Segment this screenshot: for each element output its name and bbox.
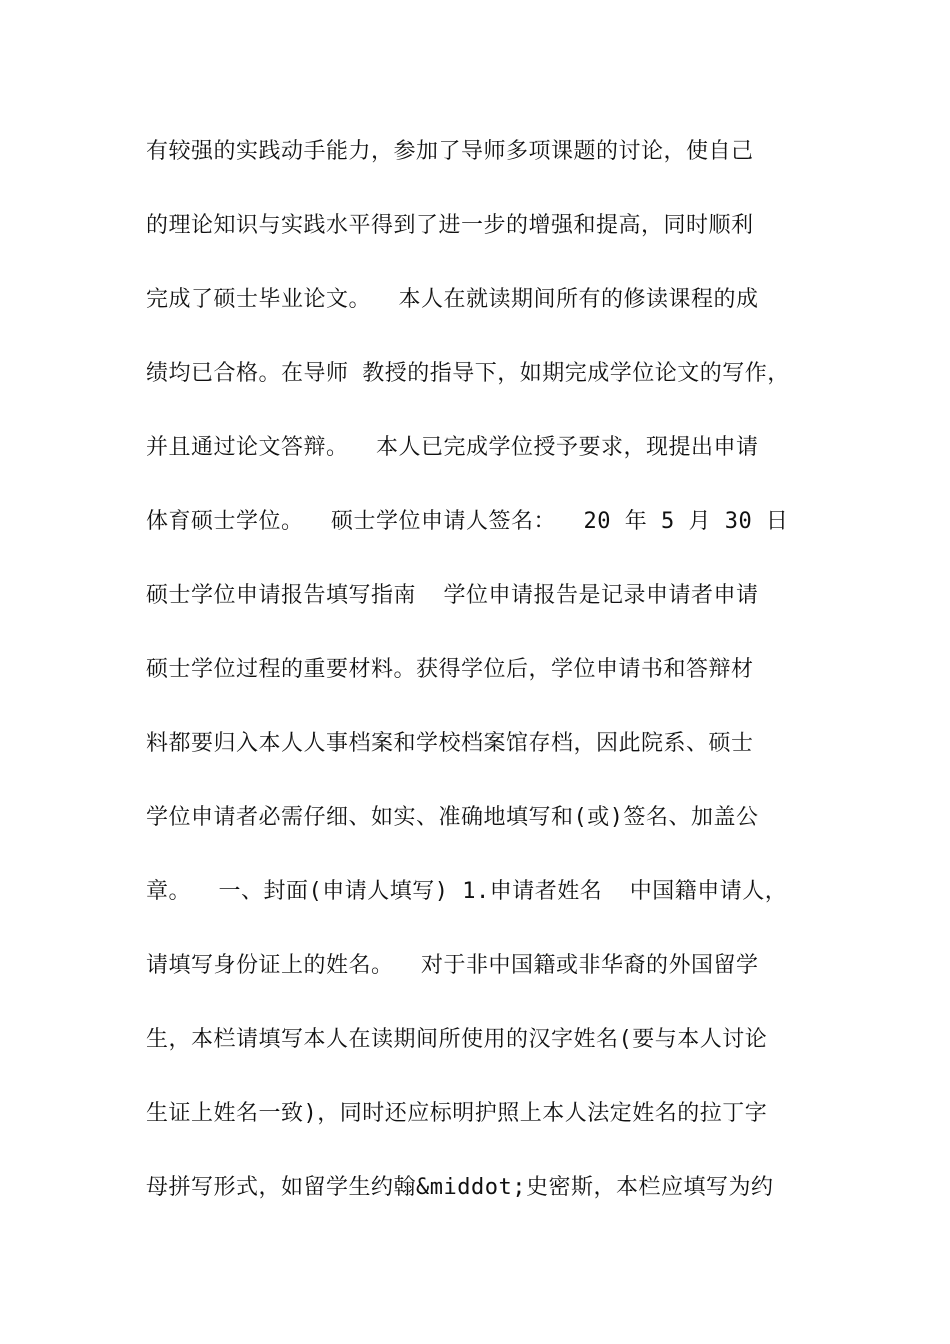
text-line-15: 母拼写形式，如留学生约翰&middot;史密斯，本栏应填写为约 [146,1175,774,1200]
text-line-3: 完成了硕士毕业论文。 本人在就读期间所有的修读课程的成 [146,287,759,312]
text-line-14: 生证上姓名一致)，同时还应标明护照上本人法定姓名的拉丁字 [146,1101,768,1126]
text-line-11: 章。 一、封面(申请人填写) 1.申请者姓名 中国籍申请人， [146,879,788,904]
text-line-10: 学位申请者必需仔细、如实、准确地填写和(或)签名、加盖公 [146,805,759,830]
text-line-2: 的理论知识与实践水平得到了进一步的增强和提高，同时顺利 [146,213,754,238]
text-line-6: 体育硕士学位。 硕士学位申请人签名： 20 年 5 月 30 日 [146,509,789,534]
document-body [146,130,826,1240]
text-line-5: 并且通过论文答辩。 本人已完成学位授予要求，现提出申请 [146,435,759,460]
text-line-12: 请填写身份证上的姓名。 对于非中国籍或非华裔的外国留学 [146,953,759,978]
text-line-7: 硕士学位申请报告填写指南 学位申请报告是记录申请者申请 [146,583,759,608]
text-line-4: 绩均已合格。在导师 教授的指导下，如期完成学位论文的写作， [146,361,790,386]
text-line-8: 硕士学位过程的重要材料。获得学位后，学位申请书和答辩材 [146,657,754,682]
text-line-9: 料都要归入本人人事档案和学校档案馆存档，因此院系、硕士 [146,731,754,756]
text-line-13: 生，本栏请填写本人在读期间所使用的汉字姓名(要与本人讨论 [146,1027,768,1052]
text-line-1: 有较强的实践动手能力，参加了导师多项课题的讨论，使自己 [146,139,754,164]
